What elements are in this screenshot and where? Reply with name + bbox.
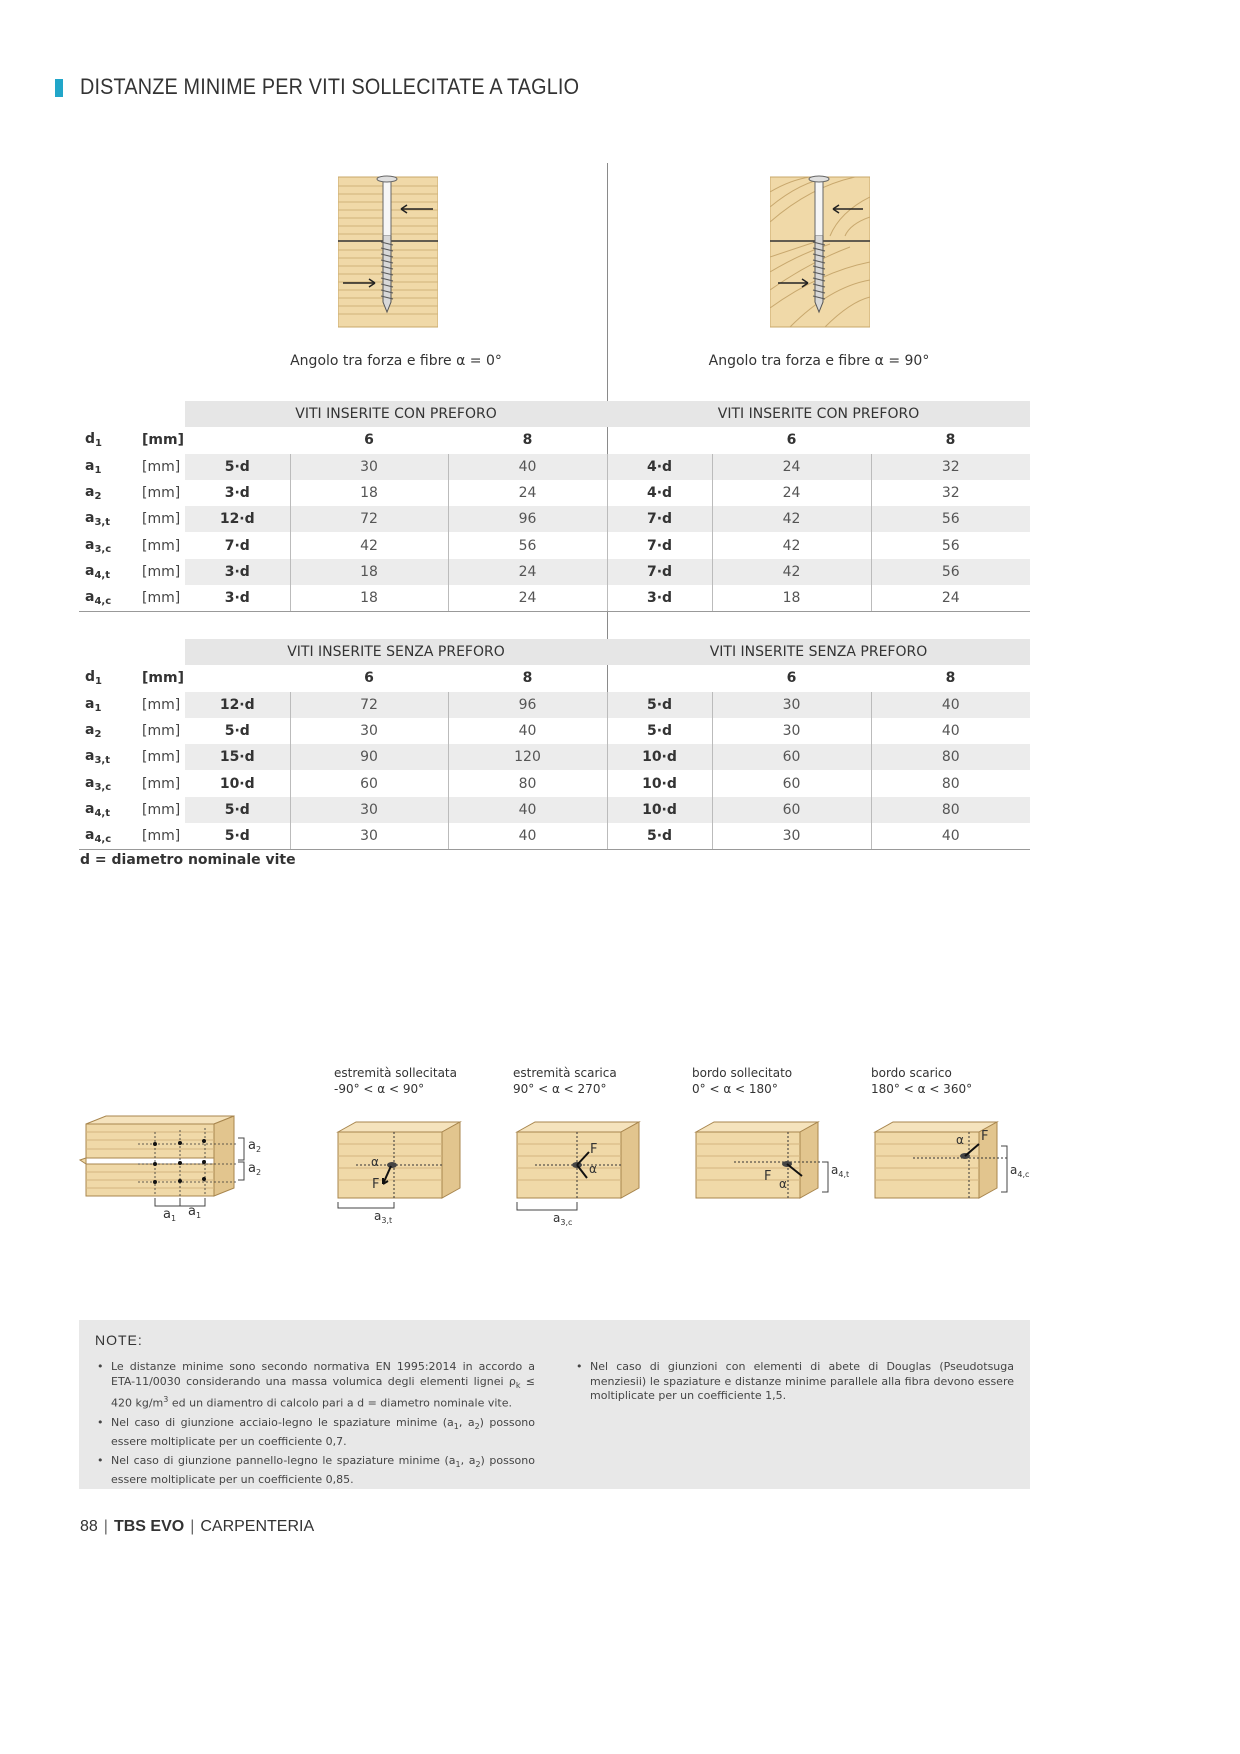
edge-loaded-end-illustration: [336, 1118, 466, 1228]
svg-text:a1: $a_1$: [163, 1207, 177, 1223]
notes-title: NOTE:: [95, 1332, 143, 1348]
spacing-symbol: $a_{4,c}$: [79, 585, 134, 612]
unit-cell: [mm]: [142, 775, 181, 792]
diameter-6-left: 6: [364, 432, 374, 449]
factor-left: 3·d: [185, 585, 290, 612]
factor-right: 4·d: [607, 454, 712, 480]
svg-text:a1: $a_1$: [188, 1204, 202, 1220]
factor-left: 12·d: [185, 692, 290, 718]
value-right-6: 30: [712, 823, 871, 850]
value-right-8: 56: [941, 537, 960, 554]
unit-cell: [mm]: [142, 537, 181, 554]
svg-text:a2: $a_2$: [248, 1161, 262, 1177]
spacing-symbol: $a_1$: [85, 695, 102, 714]
value-right-6: 42: [712, 506, 871, 532]
spacing-symbol: $a_{3,t}$: [85, 510, 110, 529]
spacing-symbol: $a_{3,c}$: [85, 774, 112, 793]
page-number: 88: [80, 1518, 98, 1535]
table-row: [79, 797, 1030, 823]
unit-cell: [mm]: [142, 696, 181, 713]
value-left-6: 72: [290, 692, 448, 718]
value-right-8: 40: [871, 692, 1030, 718]
factor-right: 4·d: [607, 480, 712, 506]
table-row: [79, 770, 1030, 796]
factor-right: 3·d: [607, 585, 712, 612]
value-left-6: 30: [290, 823, 448, 850]
factor-left: 10·d: [185, 770, 290, 796]
svg-text:F: F: [372, 1177, 380, 1192]
spacing-symbol: $a_2$: [85, 484, 102, 503]
value-right-8: 32: [871, 454, 1030, 480]
svg-text:a3,c: $a_{3,c}$: [553, 1211, 573, 1227]
svg-text:a4,t: $a_{4,t}$: [831, 1163, 850, 1179]
d1-label: $d_1$: [85, 669, 102, 688]
value-right-6: 30: [712, 718, 871, 744]
diameter-8-left: 8: [522, 432, 533, 449]
factor-left: 5·d: [185, 823, 290, 850]
value-right-8: 80: [871, 744, 1030, 770]
note-item: • Nel caso di giunzione pannello-legno le spaziature minime ($a_1$, $a_2$) possono essere moltiplicate per un coefficiente 0,85.: [95, 1454, 535, 1487]
caption-alpha-90: Angolo tra forza e fibre α = 90°: [708, 353, 930, 369]
value-right-6: 24: [712, 480, 871, 506]
diameter-8-right: 8: [945, 432, 956, 449]
factor-left: 5·d: [185, 718, 290, 744]
section-name: CARPENTERIA: [200, 1518, 315, 1535]
value-right-6: 60: [712, 770, 871, 796]
svg-text:a3,t: $a_{3,t}$: [374, 1209, 393, 1225]
table-without-predrill: [79, 639, 1030, 850]
value-left-8: 40: [448, 823, 607, 850]
svg-text:α: α: [779, 1177, 787, 1191]
edge-case-caption: estremità sollecitata -90° < α < 90°: [334, 1066, 457, 1096]
notes-right-list: [574, 1360, 1014, 1409]
table-row: [79, 744, 1030, 770]
value-right-8: 56: [871, 506, 1030, 532]
svg-text:F: F: [590, 1142, 598, 1157]
value-left-6: 90: [290, 744, 448, 770]
value-right-8: 40: [941, 723, 960, 740]
notes-left-list: [95, 1360, 535, 1492]
unit-cell: [mm]: [142, 511, 181, 528]
unit-cell: [mm]: [142, 563, 181, 580]
factor-right: 5·d: [607, 823, 712, 850]
spacing-symbol: $a_{4,c}$: [79, 823, 134, 850]
diameter-8-right: 8: [945, 670, 956, 687]
factor-right: 10·d: [607, 797, 712, 823]
value-left-6: 18: [290, 480, 448, 506]
title-accent-bar: [55, 79, 63, 97]
svg-text:α: α: [589, 1162, 597, 1176]
table-title-right: VITI INSERITE SENZA PREFORO: [607, 639, 1030, 665]
table-row: [79, 559, 1030, 585]
factor-left: 7·d: [185, 532, 290, 558]
unit-cell: [mm]: [134, 823, 185, 850]
value-right-8: 80: [941, 775, 960, 792]
table-row: [79, 585, 1030, 612]
value-right-6: 24: [712, 454, 871, 480]
factor-right: 7·d: [607, 559, 712, 585]
unit-cell: [mm]: [142, 801, 181, 818]
diameter-6-left: 6: [364, 670, 374, 687]
factor-right: 7·d: [607, 532, 712, 558]
table-row: [79, 718, 1030, 744]
svg-text:F: F: [764, 1169, 772, 1184]
svg-text:α: α: [371, 1155, 379, 1169]
svg-text:α: α: [956, 1133, 964, 1147]
mm-header: [mm]: [142, 432, 184, 449]
unit-cell: [mm]: [142, 723, 181, 740]
value-right-6: 42: [712, 532, 871, 558]
mm-header: [mm]: [142, 670, 184, 687]
unit-cell: [mm]: [142, 485, 181, 502]
svg-text:F: F: [981, 1129, 989, 1144]
table-title-left: VITI INSERITE SENZA PREFORO: [185, 639, 607, 665]
value-right-8: 32: [941, 485, 960, 502]
edge-case-caption: bordo sollecitato 0° < α < 180°: [692, 1066, 793, 1096]
table-with-predrill: [79, 401, 1030, 612]
table-title-left: VITI INSERITE CON PREFORO: [185, 401, 607, 427]
factor-left: 3·d: [185, 559, 290, 585]
value-left-8: 24: [448, 480, 607, 506]
value-left-6: 30: [290, 797, 448, 823]
value-right-8: 80: [871, 797, 1030, 823]
value-right-8: 40: [871, 823, 1030, 850]
value-left-6: 72: [290, 506, 448, 532]
screw-diagram-alpha-90: [770, 172, 870, 329]
unit-cell: [mm]: [142, 749, 181, 766]
table-footnote: d = diametro nominale vite: [80, 852, 296, 868]
value-right-8: 56: [871, 559, 1030, 585]
note-item: • Nel caso di giunzione acciaio-legno le spaziature minime ($a_1$, $a_2$) possono essere moltiplicate per un coefficiente 0,7.: [95, 1416, 535, 1449]
table-row: [79, 532, 1030, 558]
factor-right: 10·d: [607, 744, 712, 770]
value-right-6: 60: [712, 744, 871, 770]
spacing-symbol: $a_{4,t}$: [85, 800, 110, 819]
spacing-symbol: $a_{3,c}$: [85, 536, 112, 555]
value-left-6: 30: [290, 718, 448, 744]
unit-cell: [mm]: [134, 585, 185, 612]
page-footer: 88 | TBS EVO | CARPENTERIA: [80, 1518, 315, 1535]
edge-unloaded-edge-illustration: [873, 1118, 1033, 1208]
value-right-8: 24: [871, 585, 1030, 612]
factor-right: 5·d: [607, 692, 712, 718]
factor-left: 15·d: [185, 744, 290, 770]
note-item: • Nel caso di giunzioni con elementi di abete di Douglas (Pseudotsuga menziesii) le spaziature e distanze minime parallele alla fibra devono essere moltiplicate per un coefficiente 1,5.: [574, 1360, 1014, 1404]
table-row: [79, 454, 1030, 480]
diameter-6-right: 6: [786, 670, 797, 687]
value-right-6: 60: [712, 797, 871, 823]
value-right-6: 42: [712, 559, 871, 585]
value-left-8: 24: [448, 559, 607, 585]
value-left-6: 42: [290, 532, 448, 558]
value-left-8: 40: [448, 454, 607, 480]
factor-right: 5·d: [607, 718, 712, 744]
value-right-6: 30: [712, 692, 871, 718]
factor-right: 10·d: [607, 770, 712, 796]
d1-label: $d_1$: [85, 431, 102, 450]
screw-diagram-alpha-0: [338, 172, 438, 329]
table-row: [79, 692, 1030, 718]
table-row: [79, 823, 1030, 850]
edge-loaded-edge-illustration: [694, 1118, 854, 1208]
value-left-8: 56: [448, 532, 607, 558]
spacing-symbol: $a_2$: [85, 722, 102, 741]
table-row: [79, 506, 1030, 532]
product-name: TBS EVO: [113, 1518, 185, 1535]
value-left-8: 96: [448, 692, 607, 718]
value-left-6: 30: [290, 454, 448, 480]
value-left-8: 40: [448, 718, 607, 744]
page-title: DISTANZE MINIME PER VITI SOLLECITATE A TAGLIO: [80, 74, 580, 99]
spacing-illustration: [78, 1112, 268, 1224]
factor-left: 3·d: [185, 480, 290, 506]
diameter-8-left: 8: [522, 670, 533, 687]
edge-unloaded-end-illustration: [515, 1118, 645, 1230]
edge-case-caption: estremità scarica 90° < α < 270°: [513, 1066, 617, 1096]
value-left-8: 120: [448, 744, 607, 770]
value-left-8: 24: [448, 585, 607, 612]
spacing-symbol: $a_{4,t}$: [85, 562, 110, 581]
caption-alpha-0: Angolo tra forza e fibre α = 0°: [290, 353, 502, 369]
value-right-6: 18: [712, 585, 871, 612]
value-left-6: 18: [290, 585, 448, 612]
value-left-8: 96: [448, 506, 607, 532]
diameter-6-right: 6: [786, 432, 797, 449]
factor-right: 7·d: [607, 506, 712, 532]
svg-text:a4,c: $a_{4,c}$: [1010, 1163, 1030, 1179]
value-left-6: 60: [290, 770, 448, 796]
edge-case-caption: bordo scarico 180° < α < 360°: [871, 1066, 973, 1096]
value-left-6: 18: [290, 559, 448, 585]
factor-left: 12·d: [185, 506, 290, 532]
svg-text:a2: $a_2$: [248, 1138, 262, 1154]
spacing-symbol: $a_{3,t}$: [85, 748, 110, 767]
factor-left: 5·d: [185, 797, 290, 823]
spacing-symbol: $a_1$: [85, 457, 102, 476]
unit-cell: [mm]: [142, 458, 181, 475]
table-title-right: VITI INSERITE CON PREFORO: [607, 401, 1030, 427]
note-item: • Le distanze minime sono secondo normativa EN 1995:2014 in accordo a ETA-11/0030 considerando una massa volumica degli elementi lignei $\rho_k \le 420$ $kg/m^3$ ed un diamentro di calcolo pari a d = diametro nominale vite.: [95, 1360, 535, 1411]
value-left-8: 80: [448, 770, 607, 796]
factor-left: 5·d: [185, 454, 290, 480]
table-row: [79, 480, 1030, 506]
value-left-8: 40: [448, 797, 607, 823]
